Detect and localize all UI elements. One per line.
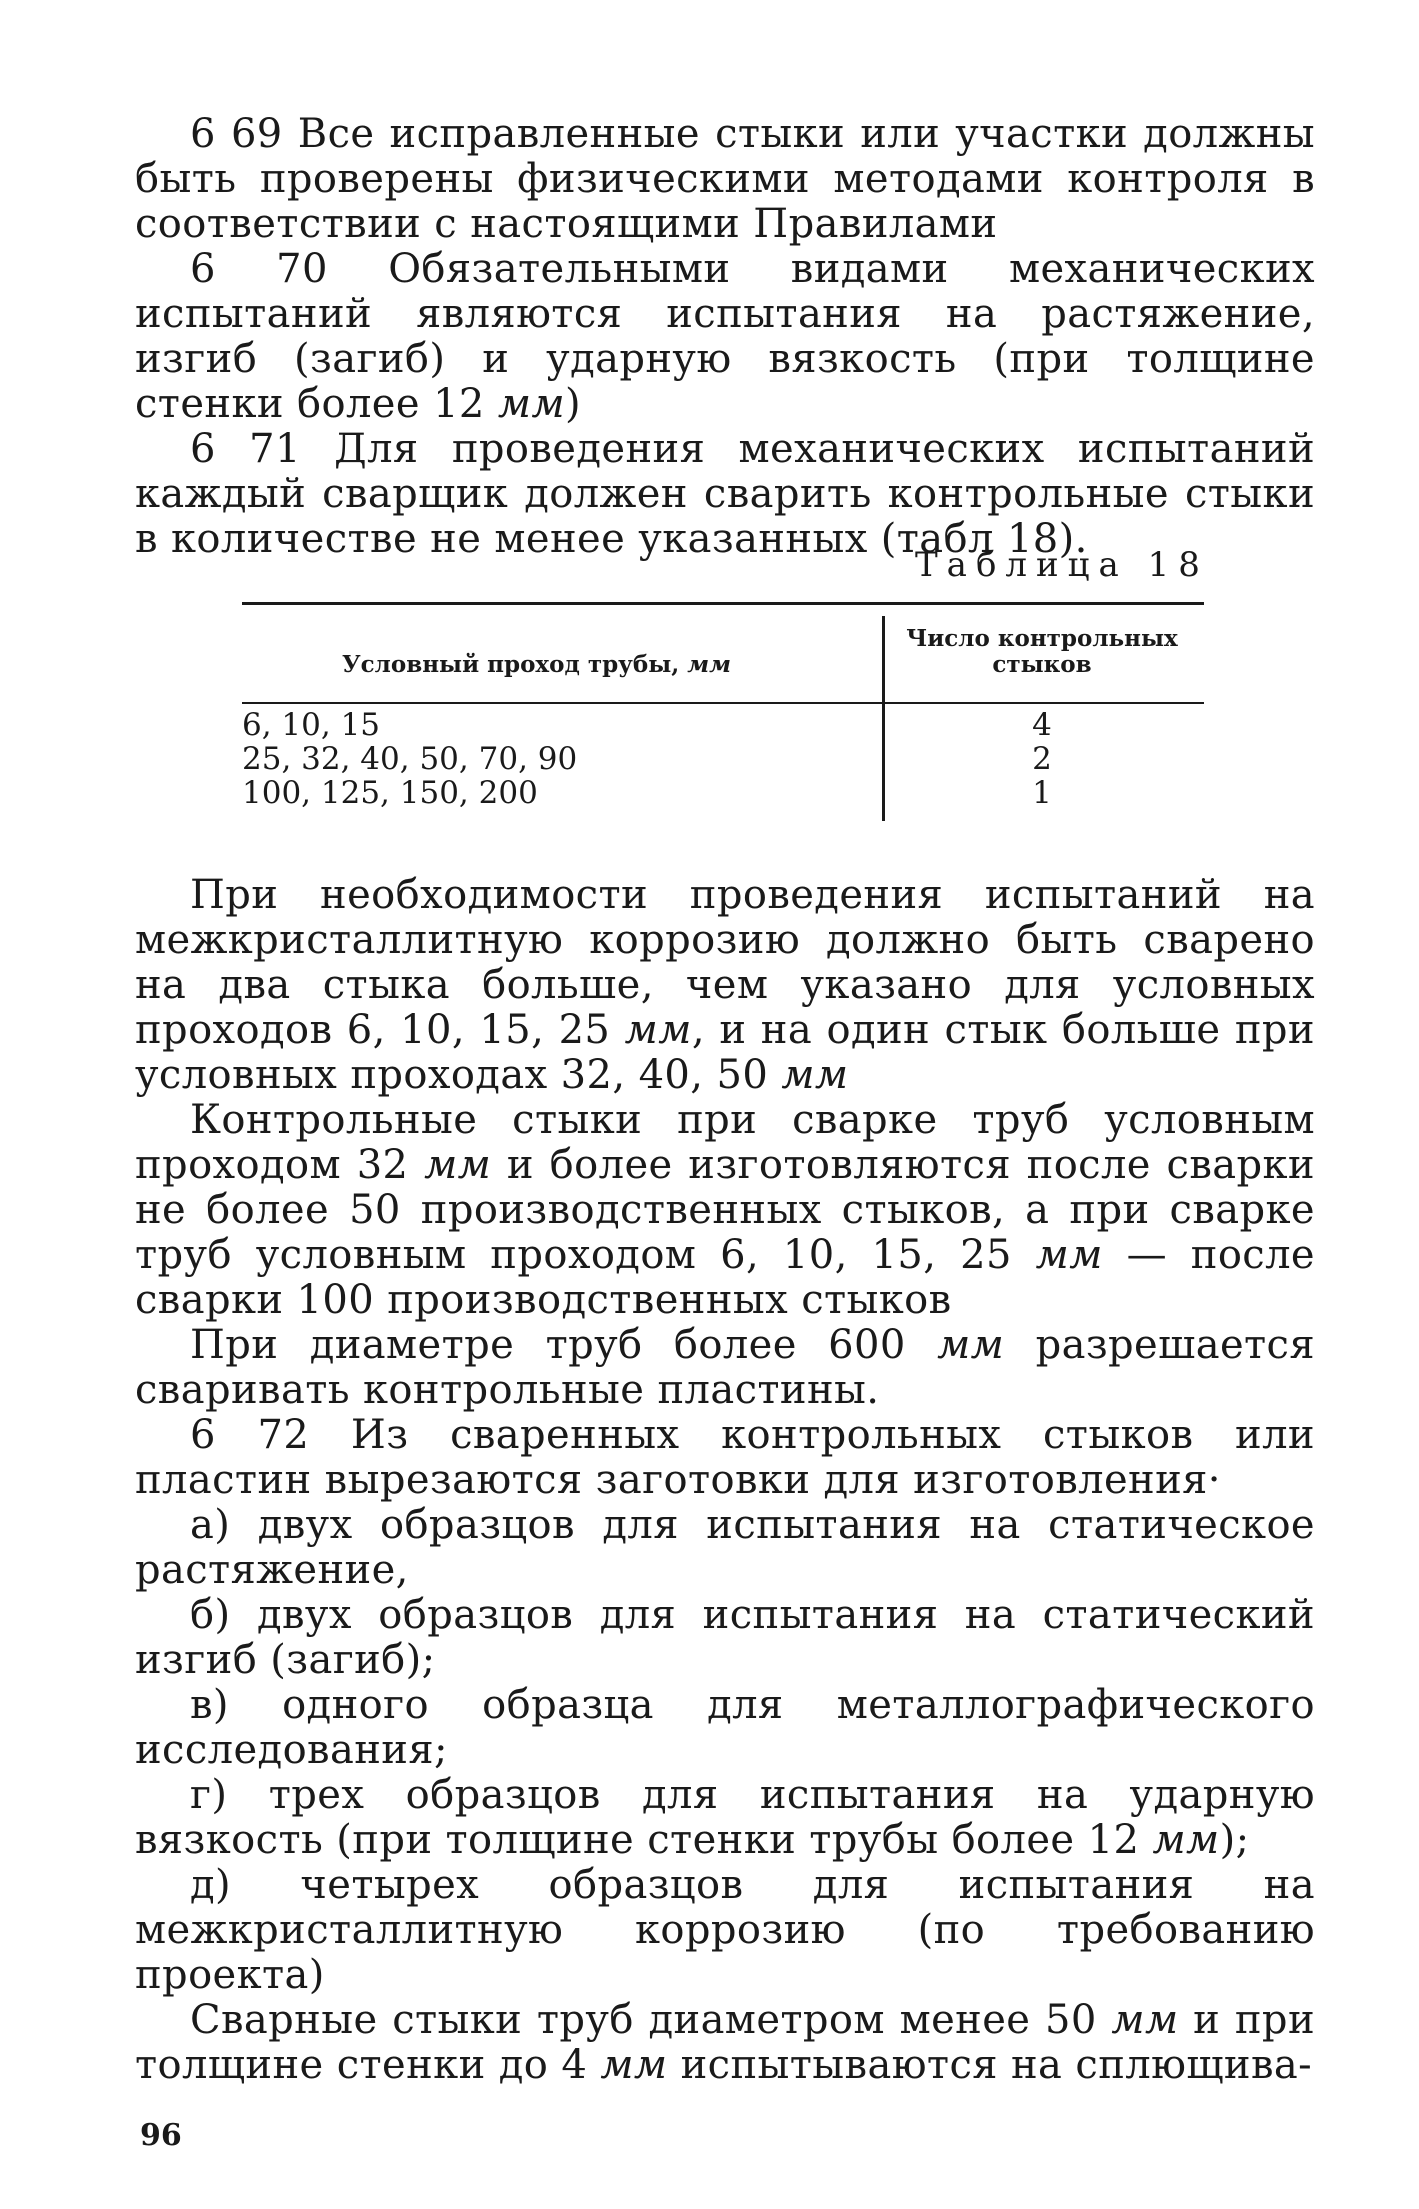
table-top-rule xyxy=(242,602,1204,605)
table-caption: Таблица 18 xyxy=(915,545,1209,585)
table-header-diameter xyxy=(342,652,731,678)
table-cell-diameters: 100, 125, 150, 200 xyxy=(242,775,538,811)
text-run: Контрольные стыки при сварке труб условным проходом 32 xyxy=(135,1097,1315,1188)
text-run: разрешается сваривать контрольные пластины. xyxy=(135,1322,1315,1413)
paragraph-corrosion-note xyxy=(135,873,1315,1098)
text-run: и более изготовляются после сварки не более 50 производственных стыков, а при сварке труб условным проходом 6, 10, 15, 25 xyxy=(135,1142,1315,1278)
table-18 xyxy=(242,602,1204,822)
unit-mm: мм xyxy=(1035,1232,1103,1278)
text-run: При необходимости проведения испытаний на межкристаллитную коррозию должно быть сварено на два стыка больше, чем указано для условных проходов 6, 10, 15, 25 xyxy=(135,872,1315,1053)
list-item-b: б) двух образцов для испытания на статический изгиб (загиб); xyxy=(135,1592,1315,1683)
unit-mm: мм xyxy=(624,1007,692,1053)
table-header-count: Число контрольных стыков xyxy=(906,625,1178,678)
text-run: Сварные стыки труб диаметром менее 50 xyxy=(190,1997,1112,2043)
paragraph-flattening-test xyxy=(135,1998,1315,2088)
table-header-diameter-text: Условный проход трубы, xyxy=(342,651,688,678)
bottom-text-block xyxy=(135,873,1315,2088)
paragraph-diameter-600 xyxy=(135,1323,1315,1413)
unit-mm: мм xyxy=(424,1142,492,1188)
paragraph-6-70 xyxy=(135,247,1315,427)
text-run: — после сварки 100 производственных стыков xyxy=(135,1232,1315,1323)
text-run: ); xyxy=(1219,1817,1250,1863)
paragraph-6-70-text: 6 70 Обязательными видами механических испытаний являются испытания на растяжение, изгиб (загиб) и ударную вязкость (при толщине стенки более 12 xyxy=(135,246,1315,427)
unit-mm: мм xyxy=(781,1052,849,1098)
list-item-c: в) одного образца для металлографического исследования; xyxy=(135,1682,1315,1773)
text-run: , и на один стык больше при условных проходах 32, 40, 50 xyxy=(135,1007,1315,1098)
page-number: 96 xyxy=(140,2118,182,2153)
unit-mm: мм xyxy=(937,1322,1005,1368)
text-run: г) трех образцов для испытания на ударную вязкость (при толщине стенки трубы более 12 xyxy=(135,1772,1315,1863)
unit-mm: мм xyxy=(600,2042,668,2088)
list-item-e: д) четырех образцов для испытания на межкристаллитную коррозию (по требованию проекта) xyxy=(135,1862,1315,1998)
table-row xyxy=(242,708,1204,742)
table-cell-count: 2 xyxy=(1032,741,1052,777)
table-cell-count: 4 xyxy=(1032,707,1052,743)
table-row xyxy=(242,776,1204,810)
table-header-unit: мм xyxy=(687,651,732,678)
table-cell-diameters: 6, 10, 15 xyxy=(242,707,381,743)
text-run: При диаметре труб более 600 xyxy=(190,1322,938,1368)
text-run: испытываются на сплющива- xyxy=(667,2042,1313,2088)
unit-mm: мм xyxy=(497,381,566,427)
paragraph-control-joints xyxy=(135,1098,1315,1323)
paragraph-6-72: 6 72 Из сваренных контрольных стыков или пластин вырезаются заготовки для изготовления· xyxy=(135,1412,1315,1503)
table-row xyxy=(242,742,1204,776)
table-cell-count: 1 xyxy=(1032,775,1052,811)
table-header-rule xyxy=(242,702,1204,704)
list-item-d xyxy=(135,1773,1315,1863)
list-item-a: а) двух образцов для испытания на статическое растяжение, xyxy=(135,1502,1315,1593)
text-run: и при толщине стенки до 4 xyxy=(135,1997,1316,2088)
table-cell-diameters: 25, 32, 40, 50, 70, 90 xyxy=(242,741,578,777)
unit-mm: мм xyxy=(1152,1817,1220,1863)
closing-paren: ) xyxy=(565,381,582,427)
paragraph-6-71: 6 71 Для проведения механических испытаний каждый сварщик должен сварить контрольные стыки в количестве не менее указанных (табл 18). xyxy=(135,426,1315,562)
top-text-block xyxy=(135,112,1315,562)
paragraph-6-69: 6 69 Все исправленные стыки или участки должны быть проверены физическими методами контроля в соответствии с настоящими Правилами xyxy=(135,111,1315,247)
unit-mm: мм xyxy=(1111,1997,1179,2043)
